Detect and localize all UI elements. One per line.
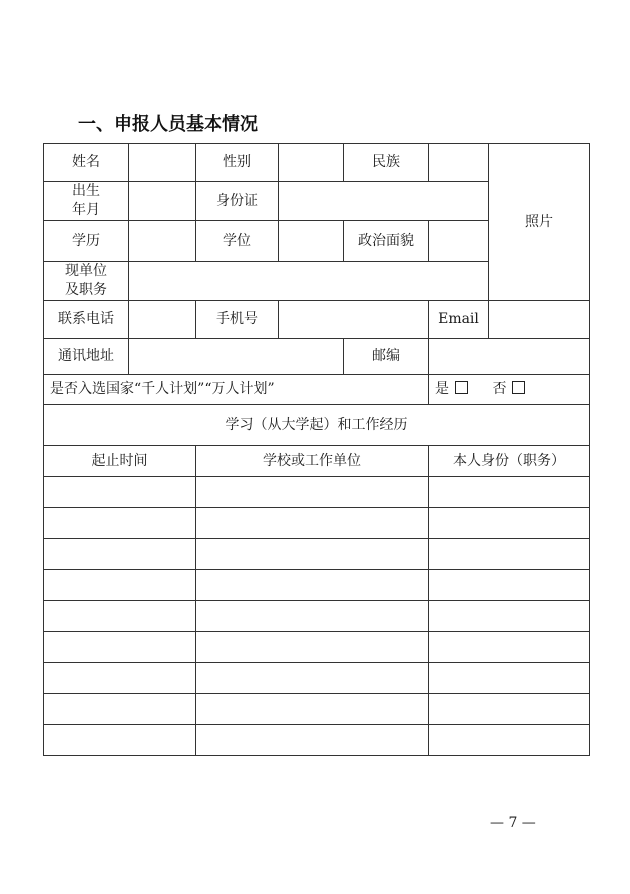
mobile-label: 手机号 bbox=[196, 301, 279, 339]
postcode-label: 邮编 bbox=[344, 339, 429, 375]
history-position-cell[interactable] bbox=[429, 508, 590, 539]
history-period-cell[interactable] bbox=[44, 570, 196, 601]
no-option[interactable] bbox=[492, 380, 525, 399]
history-title: 学习（从大学起）和工作经历 bbox=[44, 405, 590, 446]
name-label: 姓名 bbox=[44, 144, 129, 182]
history-period-cell[interactable] bbox=[44, 725, 196, 756]
history-row bbox=[44, 694, 590, 725]
no-label: 否 bbox=[492, 381, 507, 398]
history-col-position: 本人身份（职务） bbox=[429, 446, 590, 477]
yes-label: 是 bbox=[435, 381, 449, 398]
history-period-cell[interactable] bbox=[44, 601, 196, 632]
postcode-field[interactable] bbox=[429, 339, 590, 375]
phone-label: 联系电话 bbox=[44, 301, 129, 339]
history-period-cell[interactable] bbox=[44, 632, 196, 663]
birth-field[interactable] bbox=[129, 182, 196, 221]
history-organization-cell[interactable] bbox=[196, 601, 429, 632]
address-field[interactable] bbox=[129, 339, 344, 375]
birth-label-line2: 年月 bbox=[72, 202, 100, 218]
history-position-cell[interactable] bbox=[429, 570, 590, 601]
history-period-cell[interactable] bbox=[44, 508, 196, 539]
history-position-cell[interactable] bbox=[429, 694, 590, 725]
section-heading: 一、申报人员基本情况 bbox=[78, 114, 258, 135]
email-label: Email bbox=[429, 301, 489, 339]
history-organization-cell[interactable] bbox=[196, 725, 429, 756]
name-field[interactable] bbox=[129, 144, 196, 182]
address-label: 通讯地址 bbox=[44, 339, 129, 375]
degree-field[interactable] bbox=[279, 221, 344, 262]
history-organization-cell[interactable] bbox=[196, 477, 429, 508]
yes-option[interactable] bbox=[435, 380, 468, 399]
education-label: 学历 bbox=[44, 221, 129, 262]
employer-field[interactable] bbox=[129, 262, 489, 301]
history-position-cell[interactable] bbox=[429, 477, 590, 508]
ethnicity-field[interactable] bbox=[429, 144, 489, 182]
history-row bbox=[44, 477, 590, 508]
political-field[interactable] bbox=[429, 221, 489, 262]
history-col-organization: 学校或工作单位 bbox=[196, 446, 429, 477]
history-rows bbox=[44, 477, 590, 756]
education-field[interactable] bbox=[129, 221, 196, 262]
history-position-cell[interactable] bbox=[429, 539, 590, 570]
gender-field[interactable] bbox=[279, 144, 344, 182]
history-row bbox=[44, 539, 590, 570]
degree-label: 学位 bbox=[196, 221, 279, 262]
history-row bbox=[44, 632, 590, 663]
plan-choice bbox=[429, 375, 590, 405]
history-row bbox=[44, 601, 590, 632]
history-organization-cell[interactable] bbox=[196, 539, 429, 570]
employer-label bbox=[44, 262, 129, 301]
photo-cell[interactable]: 照片 bbox=[489, 144, 590, 301]
page-number: — 7 — bbox=[490, 815, 536, 831]
history-organization-cell[interactable] bbox=[196, 694, 429, 725]
history-row bbox=[44, 570, 590, 601]
political-label: 政治面貌 bbox=[344, 221, 429, 262]
history-position-cell[interactable] bbox=[429, 601, 590, 632]
mobile-field[interactable] bbox=[279, 301, 429, 339]
history-period-cell[interactable] bbox=[44, 539, 196, 570]
history-period-cell[interactable] bbox=[44, 694, 196, 725]
employer-label-line2: 及职务 bbox=[65, 282, 107, 298]
email-field[interactable] bbox=[489, 301, 590, 339]
yes-checkbox-icon[interactable] bbox=[455, 381, 468, 394]
history-row bbox=[44, 663, 590, 694]
birth-label-line1: 出生 bbox=[72, 183, 100, 200]
employer-label-line1: 现单位 bbox=[65, 263, 107, 280]
history-organization-cell[interactable] bbox=[196, 663, 429, 694]
history-organization-cell[interactable] bbox=[196, 632, 429, 663]
phone-field[interactable] bbox=[129, 301, 196, 339]
plan-question: 是否入选国家“千人计划”“万人计划” bbox=[44, 375, 429, 405]
history-row bbox=[44, 508, 590, 539]
ethnicity-label: 民族 bbox=[344, 144, 429, 182]
history-period-cell[interactable] bbox=[44, 663, 196, 694]
history-period-cell[interactable] bbox=[44, 477, 196, 508]
applicant-info-table bbox=[43, 143, 590, 756]
gender-label: 性别 bbox=[196, 144, 279, 182]
history-organization-cell[interactable] bbox=[196, 508, 429, 539]
history-position-cell[interactable] bbox=[429, 663, 590, 694]
history-position-cell[interactable] bbox=[429, 632, 590, 663]
history-col-period: 起止时间 bbox=[44, 446, 196, 477]
id-card-label: 身份证 bbox=[196, 182, 279, 221]
birth-label bbox=[44, 182, 129, 221]
id-card-field[interactable] bbox=[279, 182, 489, 221]
history-row bbox=[44, 725, 590, 756]
no-checkbox-icon[interactable] bbox=[512, 381, 525, 394]
history-organization-cell[interactable] bbox=[196, 570, 429, 601]
history-position-cell[interactable] bbox=[429, 725, 590, 756]
